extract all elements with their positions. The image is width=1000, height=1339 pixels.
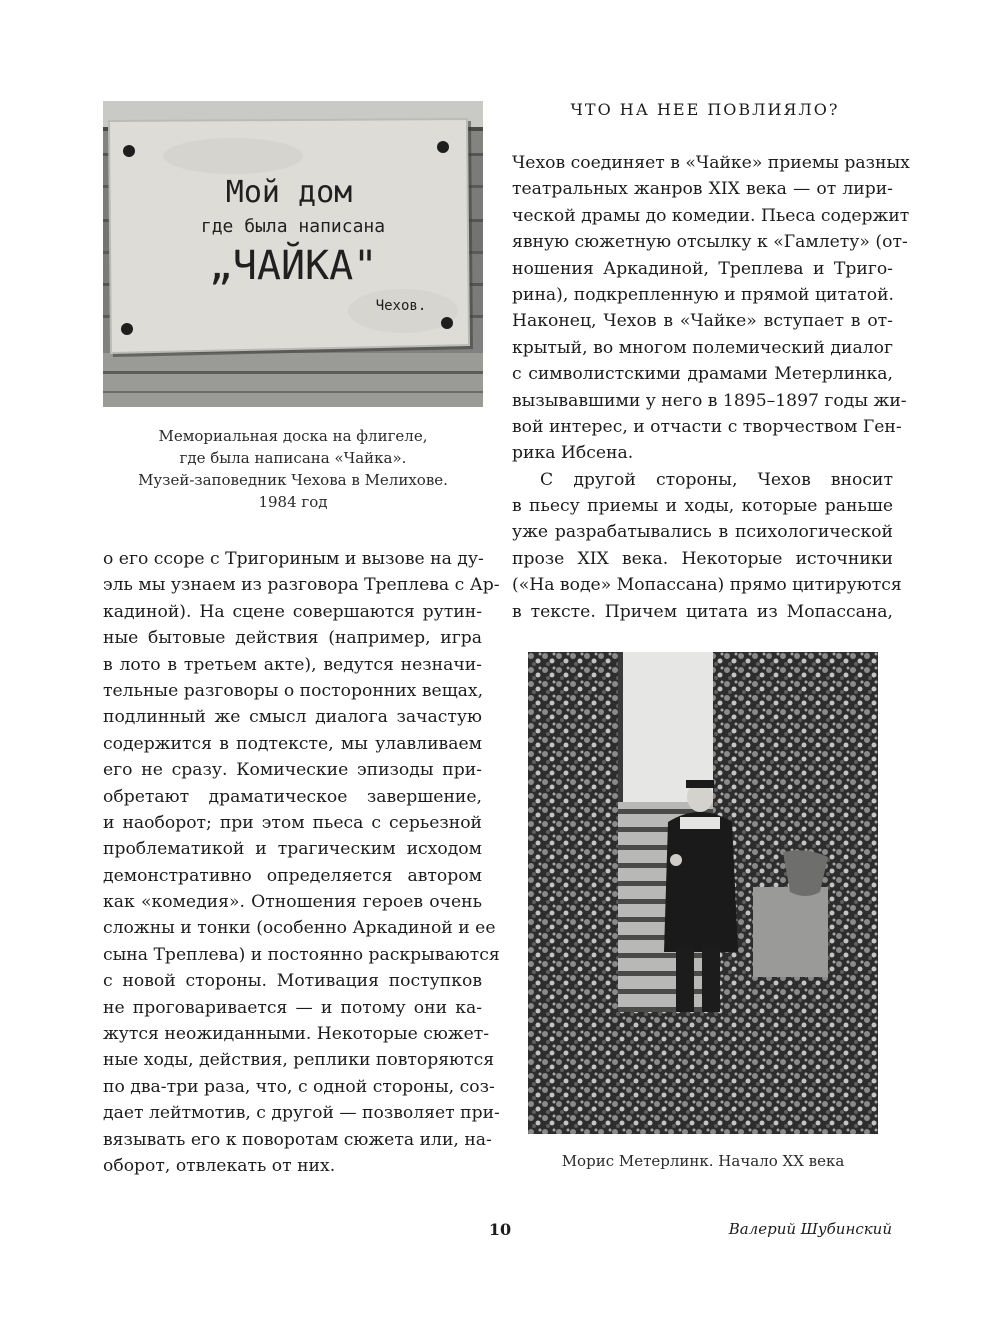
text-line: Наконец, Чехов в «Чайке» вступает в от- [512, 311, 893, 332]
right-text-column [512, 150, 910, 625]
text-line: подлинный же смысл диалога зачастую [103, 707, 482, 728]
plaque-line-2: где была написана [200, 216, 386, 237]
left-text-column [103, 546, 500, 1179]
text-line: как «комедия». Отношения героев очень [103, 892, 482, 913]
text-line: с новой стороны. Мотивация поступков [103, 971, 482, 992]
text-line: оборот, отвлекать от них. [103, 1155, 336, 1176]
text-line: с символистскими драмами Метерлинка, [512, 364, 893, 385]
memorial-plaque-image [103, 101, 483, 407]
text-line: сына Треплева) и постоянно раскрываются [103, 944, 500, 965]
page-number: 10 [488, 1220, 512, 1239]
text-line: демонстративно определяется автором [103, 865, 482, 886]
text-line: рина), подкрепленную и прямой цитатой. [512, 284, 894, 305]
plaque-caption-line: где была написана «Чайка». [179, 449, 407, 467]
text-line: обретают драматическое завершение, [103, 786, 482, 807]
text-line: кадиной). На сцене совершаются рутин- [103, 601, 482, 622]
text-line: театральных жанров XIX века — от лири- [512, 179, 893, 200]
text-line: С другой стороны, Чехов вносит [540, 469, 893, 490]
plaque-caption-line: 1984 год [258, 493, 328, 511]
plaque-line-1: Мой дом [225, 175, 353, 210]
text-line: вой интерес, и отчасти с творчеством Ген- [512, 416, 902, 437]
text-line: уже разрабатывались в психологической [512, 522, 893, 543]
text-line: о его ссоре с Тригориным и вызове на ду- [103, 549, 484, 569]
text-line: в лото в третьем акте), ведутся незначи- [103, 654, 482, 675]
text-line: не проговаривается — и потому они ка- [103, 997, 482, 1018]
text-line: прозе XIX века. Некоторые источники [512, 548, 893, 569]
maeterlinck-image [528, 652, 878, 1134]
text-line: по два-три раза, что, с одной стороны, соз- [103, 1076, 495, 1097]
plaque-signature: Чехов. [375, 298, 427, 314]
maeterlinck-photo [528, 652, 878, 1134]
text-line: крытый, во многом полемический диалог [512, 337, 893, 358]
text-line: вязывать его к поворотам сюжета или, на- [103, 1129, 492, 1150]
text-line: тельные разговоры о посторонних вещах, [103, 680, 484, 701]
text-line: содержится в подтексте, мы улавливаем [103, 733, 482, 754]
text-line: жутся неожиданными. Некоторые сюжет- [103, 1024, 490, 1045]
text-line: Чехов соединяет в «Чайке» приемы разных [512, 153, 910, 173]
memorial-plaque-photo [103, 101, 483, 407]
text-line: явную сюжетную отсылку к «Гамлету» (от- [512, 232, 908, 253]
text-line: рика Ибсена. [512, 443, 634, 464]
plaque-caption-line: Мемориальная доска на флигеле, [158, 427, 428, 445]
text-line: в тексте. Причем цитата из Мопассана, [512, 601, 893, 622]
text-line: в пьесу приемы и ходы, которые раньше [512, 496, 893, 517]
plaque-caption [103, 425, 483, 513]
text-line: проблематикой и трагическим исходом [103, 839, 482, 860]
running-footer-author: Валерий Шубинский [728, 1220, 892, 1238]
text-line: ные ходы, действия, реплики повторяются [103, 1050, 495, 1071]
maeterlinck-caption: Морис Метерлинк. Начало XX века [561, 1152, 845, 1170]
plaque-line-3: „ЧАЙКА" [208, 243, 378, 289]
text-line: сложны и тонки (особенно Аркадиной и ее [103, 918, 496, 939]
text-line: ные бытовые действия (например, игра [103, 628, 482, 649]
text-line: ношения Аркадиной, Треплева и Триго- [512, 258, 893, 279]
text-line: («На воде» Мопассана) прямо цитируются [512, 575, 902, 596]
text-line: эль мы узнаем из разговора Треплева с Ар- [103, 575, 500, 596]
section-heading: ЧТО НА НЕЕ ПОВЛИЯЛО? [570, 100, 840, 119]
text-line: и наоборот; при этом пьеса с серьезной [103, 812, 482, 833]
text-line: его не сразу. Комические эпизоды при- [103, 760, 482, 781]
plaque-caption-line: Музей-заповедник Чехова в Мелихове. [138, 471, 448, 489]
text-line: ческой драмы до комедии. Пьеса содержит [512, 205, 910, 226]
text-line: вызывавшими у него в 1895–1897 годы жи- [512, 390, 907, 411]
text-line: дает лейтмотив, с другой — позволяет при- [103, 1103, 500, 1124]
